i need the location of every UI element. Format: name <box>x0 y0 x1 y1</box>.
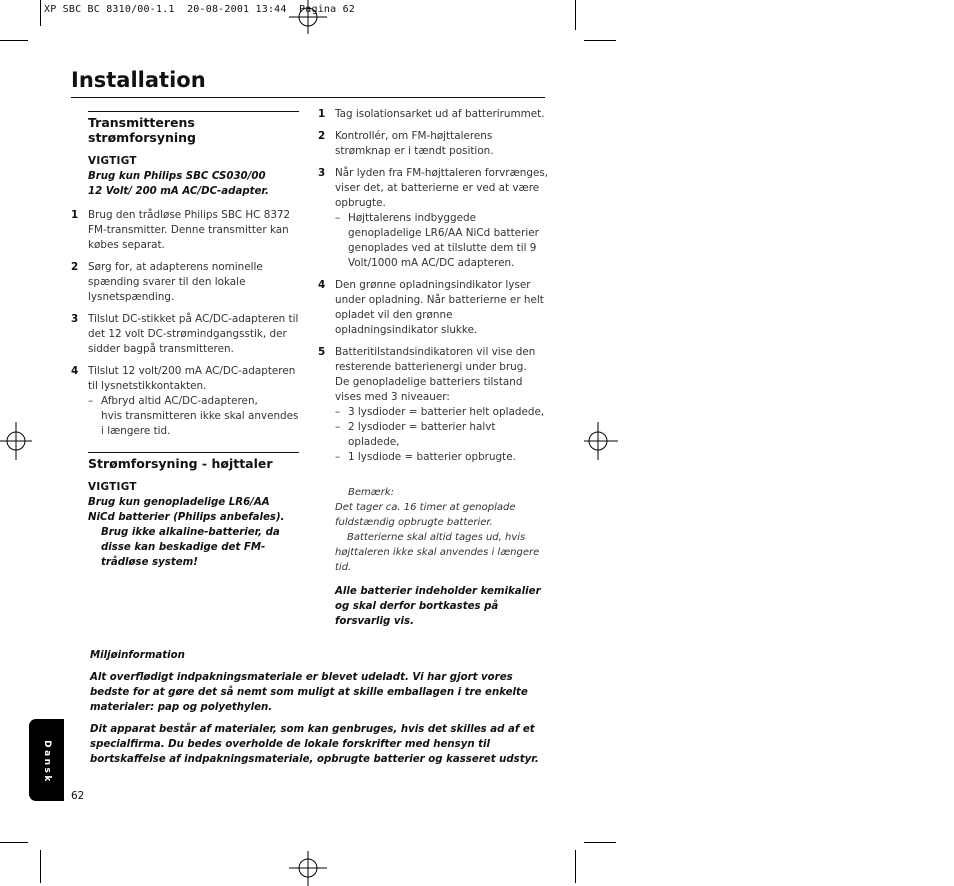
item-number: 3 <box>318 167 326 179</box>
item-text: Tilslut DC-stikket på AC/DC-adapteren til det 12 volt DC-strømindgangsstik, der sidder bagpå transmitteren. <box>88 313 299 355</box>
dash: – <box>335 421 341 433</box>
crop-mark <box>40 0 41 26</box>
list-item <box>318 107 550 122</box>
list-item <box>71 312 299 357</box>
item-number: 1 <box>318 108 326 120</box>
registration-mark-left <box>0 422 38 460</box>
important-text-line: 12 Volt/ 200 mA AC/DC-adapter. <box>88 186 269 197</box>
crop-mark <box>575 0 576 30</box>
item-text: Batteritilstandsindikatoren vil vise den resterende batterienergi under brug. <box>335 346 536 373</box>
item-number: 4 <box>71 365 79 377</box>
env-paragraph: Dit apparat består af materialer, som kan genbruges, hvis det skilles ad af et specialfirma. Du bedes overholde de lokale forskrifter med hensyn til bortskaffelse af indpakningsmateriale, opbrugte batterier og kasseret udstyr. <box>90 724 539 765</box>
important-text: Brug ikke alkaline-batterier, da disse kan beskadige det FM-trådløse system! <box>101 527 280 568</box>
item-text: Kontrollér, om FM-højttalerens strømknap er i tændt position. <box>335 130 494 157</box>
dash: – <box>335 212 341 224</box>
left-column <box>71 111 299 570</box>
item-number: 2 <box>318 130 326 142</box>
item-number: 3 <box>71 313 79 325</box>
level-text: 3 lysdioder = batterier helt opladede, <box>348 406 545 418</box>
section-rule <box>88 452 299 453</box>
item-content <box>335 166 550 271</box>
section-rule <box>88 111 299 112</box>
item-text-continued: De genopladelige batteriers tilstand vises med 3 niveauer: <box>335 376 523 403</box>
item-text: Når lyden fra FM-højttaleren forvrænges, viser det, at batterierne er ved at være opbrugte. <box>335 167 549 209</box>
list-item <box>71 260 299 305</box>
sub-note-text: Højttalerens indbyggede genopladelige LR6/AA NiCd batterier genoplades ved at tilslutte dem til 9 Volt/1000 mA AC/DC adapteren. <box>348 212 539 269</box>
env-label: Miljøinformation <box>90 650 185 661</box>
page-title: Installation <box>71 68 206 92</box>
title-rule <box>71 97 545 98</box>
item-text: Tag isolationsarket ud af batterirummet. <box>335 108 545 120</box>
section-heading-speaker-power: Strømforsyning - højttaler <box>88 456 273 471</box>
note-text-span: Batterierne skal altid tages ud, hvis højttaleren ikke skal anvendes i længere tid. <box>335 532 540 573</box>
crop-mark <box>575 850 576 883</box>
important-text-line: Brug kun Philips SBC CS030/00 <box>88 171 266 182</box>
crop-mark <box>40 850 41 883</box>
note-text: Det tager ca. 16 timer at genoplade fuldstændig opbrugte batterier. <box>335 502 516 528</box>
list-item <box>318 278 550 338</box>
item-text: Sørg for, at adapterens nominelle spænding svarer til den lokale lysnetspænding. <box>88 261 263 303</box>
sub-note-first: Afbryd altid AC/DC-adapteren, <box>101 395 258 407</box>
level-entry <box>335 420 550 450</box>
item-content <box>88 364 299 439</box>
list-item <box>318 345 550 465</box>
right-column <box>318 107 550 629</box>
page-number: 62 <box>71 790 85 802</box>
level-entry <box>335 405 550 420</box>
item-text: Brug den trådløse Philips SBC HC 8372 FM-transmitter. Denne transmitter kan købes separat. <box>88 209 291 251</box>
dash: – <box>335 406 341 418</box>
item-content <box>335 345 550 465</box>
level-entry <box>335 450 550 465</box>
environmental-info <box>90 648 550 774</box>
registration-mark-bottom <box>289 848 327 886</box>
list-item <box>318 129 550 159</box>
language-tab-label: Dansk <box>42 740 52 784</box>
important-text: Brug kun genopladelige LR6/AA NiCd batterier (Philips anbefales). <box>88 497 285 523</box>
sub-note <box>335 211 550 271</box>
crop-mark <box>584 40 616 41</box>
list-item <box>71 208 299 253</box>
sub-note-rest: hvis transmitteren ikke skal anvendes i længere tid. <box>101 410 299 437</box>
item-number: 1 <box>71 209 79 221</box>
env-paragraph: Alt overflødigt indpakningsmateriale er blevet udeladt. Vi har gjort vores bedste for at gøre det så nemt som muligt at skille emballagen i tre enkelte materialer: pap og polyethylen. <box>90 672 528 713</box>
section-heading-transmitter-power: Transmitterens strømforsyning <box>88 115 197 145</box>
important-label: VIGTIGT <box>88 481 137 493</box>
crop-mark <box>584 842 616 843</box>
item-text: Tilslut 12 volt/200 mA AC/DC-adapteren til lysnetstikkontakten. <box>88 365 296 392</box>
list-item <box>318 166 550 271</box>
print-slug: XP SBC BC 8310/00-1.1 20-08-2001 13:44 Pagina 62 <box>44 4 356 15</box>
level-text: 2 lysdioder = batterier halvt opladede, <box>348 421 496 448</box>
important-label: VIGTIGT <box>88 155 137 167</box>
list-item <box>71 364 299 439</box>
level-text: 1 lysdiode = batterier opbrugte. <box>348 451 516 463</box>
registration-mark-right <box>580 422 618 460</box>
item-number: 2 <box>71 261 79 273</box>
note-label: Bemærk: <box>348 487 394 498</box>
sub-note <box>88 394 299 409</box>
battery-warning: Alle batterier indeholder kemikalier og skal derfor bortkastes på forsvarlig vis. <box>335 586 541 627</box>
item-number: 4 <box>318 279 326 291</box>
item-text: Den grønne opladningsindikator lyser under opladning. Når batterierne er helt opladet vil den grønne opladningsindikator slukke. <box>335 279 544 336</box>
crop-mark <box>0 40 28 41</box>
item-number: 5 <box>318 346 326 358</box>
crop-mark <box>0 842 28 843</box>
dash: – <box>88 395 94 407</box>
dash: – <box>335 451 341 463</box>
note-text <box>335 530 550 575</box>
